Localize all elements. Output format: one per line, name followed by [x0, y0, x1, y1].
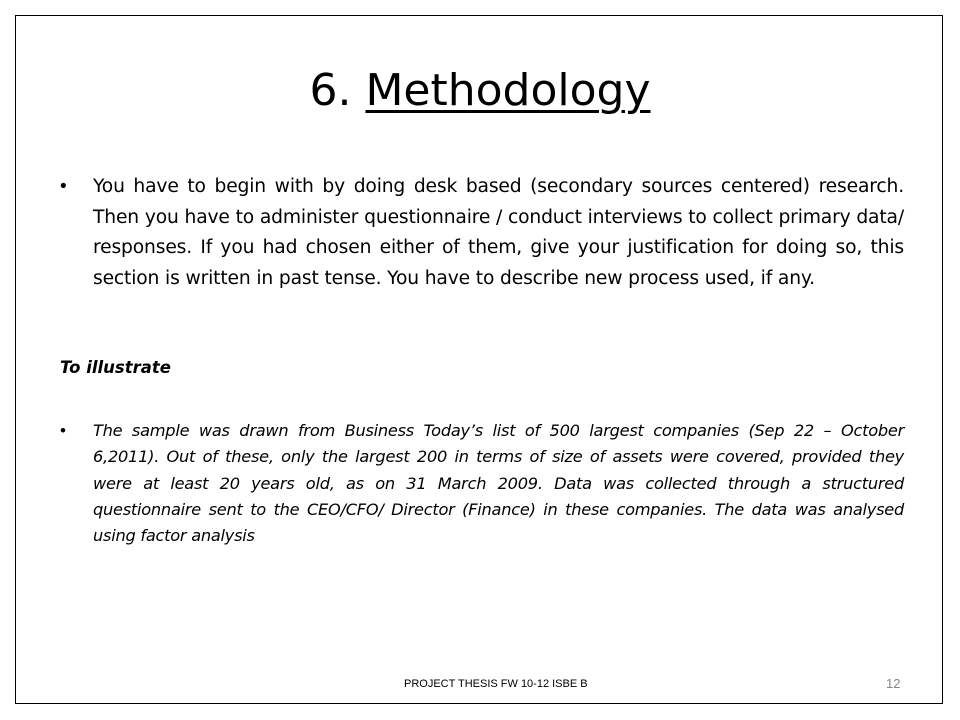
title-number: 6. [309, 65, 366, 116]
page-number: 12 [886, 676, 901, 691]
bullet-text-example: The sample was drawn from Business Today’s list of 500 largest companies (Sep 22 – October 6,2011). Out of these, only the largest 200 in terms of size of assets were covered, provided they were at least 20 years old, as on 31 March 2009. Data was collected through a structured questionnaire sent to the CEO/CFO/ Director (Finance) in these companies. The data was analysed using factor analysis [93, 421, 904, 546]
bullet-item-methodology [60, 172, 904, 294]
slide-title [0, 64, 960, 118]
subheading-to-illustrate: To illustrate [60, 358, 171, 377]
bullet-text-methodology: You have to begin with by doing desk based (secondary sources centered) research. Then you have to administer questionnaire / conduct interviews to collect primary data/ responses. If you had chosen either of them, give your justification for doing so, this section is written in past tense. You have to describe new process used, if any. [93, 176, 904, 289]
bullet-icon: • [60, 421, 66, 440]
bullet-item-example [60, 418, 904, 549]
title-word: Methodology [365, 65, 651, 116]
footer-text: PROJECT THESIS FW 10-12 ISBE B [404, 678, 588, 690]
bullet-icon: • [60, 176, 67, 197]
